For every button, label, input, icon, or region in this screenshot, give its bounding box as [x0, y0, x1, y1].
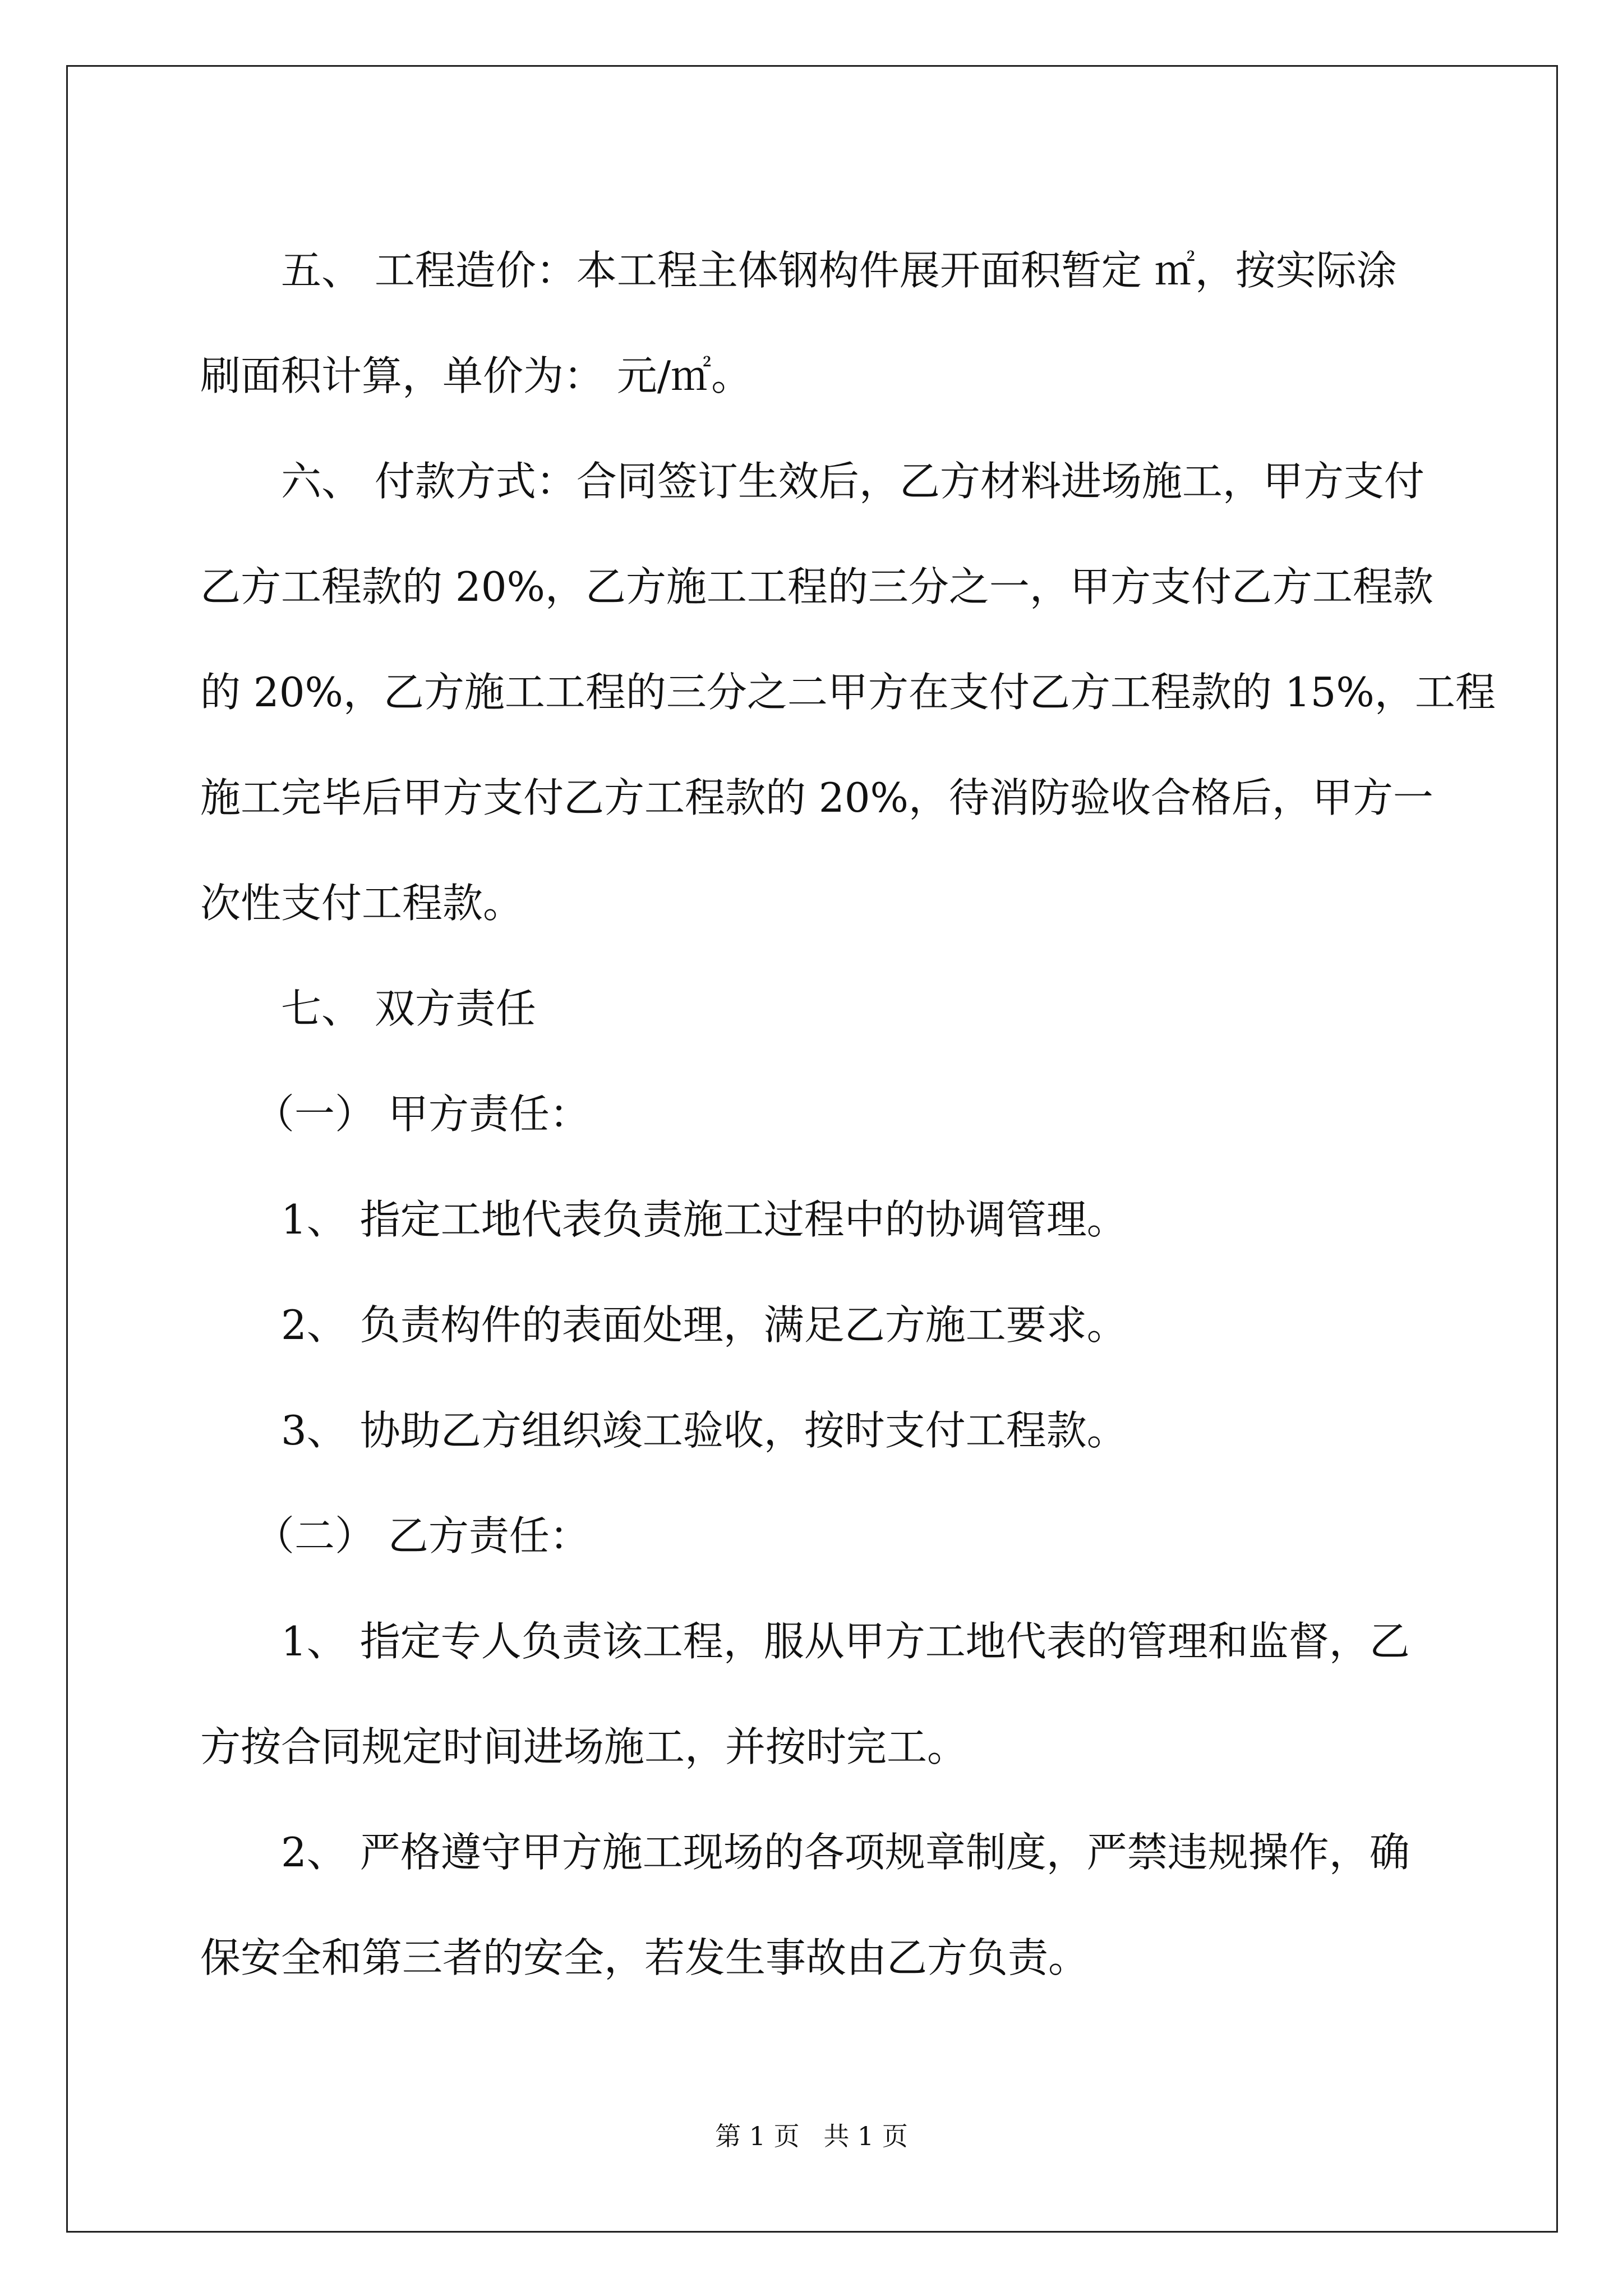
section-6-line-1: 六、 付款方式：合同签订生效后，乙方材料进场施工，甲方支付 [281, 458, 1424, 505]
section-5-line-1: 五、 工程造价：本工程主体钢构件展开面积暂定 ㎡，按实际涂 [281, 247, 1397, 294]
party-a-heading: （一） 甲方责任： [254, 1091, 590, 1138]
section-6-line-4: 施工完毕后甲方支付乙方工程款的 20%，待消防验收合格后，甲方一 [200, 774, 1433, 821]
section-6-line-3: 的 20%，乙方施工工程的三分之二甲方在支付乙方工程款的 15%，工程 [200, 669, 1496, 716]
party-b-item-1-line-1: 1、 指定专人负责该工程，服从甲方工地代表的管理和监督，乙 [281, 1618, 1410, 1665]
party-a-item-1: 1、 指定工地代表负责施工过程中的协调管理。 [281, 1196, 1127, 1243]
party-a-item-2: 2、 负责构件的表面处理，满足乙方施工要求。 [281, 1301, 1127, 1349]
party-b-item-1-line-2: 方按合同规定时间进场施工，并按时完工。 [200, 1723, 968, 1770]
party-b-heading: （二） 乙方责任： [254, 1512, 590, 1559]
party-b-item-2-line-2: 保安全和第三者的安全，若发生事故由乙方负责。 [200, 1934, 1089, 1981]
section-5-line-2: 刷面积计算，单价为： 元/㎡。 [200, 352, 752, 399]
section-6-line-5: 次性支付工程款。 [200, 880, 524, 927]
page-number: 第 1 页 [715, 2121, 800, 2151]
document-body [200, 218, 1496, 2010]
section-7-heading: 七、 双方责任 [281, 985, 536, 1032]
page-footer [0, 2119, 1623, 2153]
party-a-item-3: 3、 协助乙方组织竣工验收，按时支付工程款。 [281, 1407, 1127, 1454]
page-total: 共 1 页 [823, 2121, 908, 2151]
party-b-item-2-line-1: 2、 严格遵守甲方施工现场的各项规章制度，严禁违规操作，确 [281, 1829, 1410, 1876]
section-6-line-2: 乙方工程款的 20%，乙方施工工程的三分之一，甲方支付乙方工程款 [200, 563, 1433, 610]
